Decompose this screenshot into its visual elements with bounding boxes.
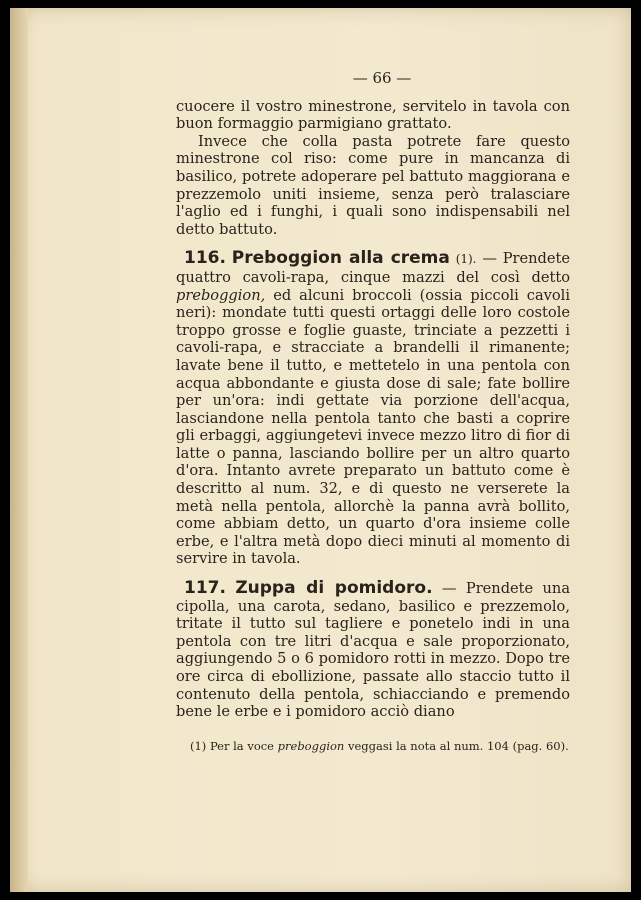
book-page	[10, 8, 631, 892]
footnote-term: preboggion	[277, 738, 345, 753]
recipe-title: Preboggion alla crema	[231, 248, 450, 269]
recipe-text: ed alcuni broccoli (ossia piccoli cavoli neri): mondate tutti questi ortaggi delle loro costole troppo grosse e foglie guaste, trinciate a pezzetti i cavoli-rapa, e stracciate a brandelli il rimanente; lavate bene il tutto, e mettetelo in una pentola con acqua abbondante e giusta dose di sale; fate bollire per un'ora: indi gettate via porzione dell'acqua, lasciandone nella pentola tanto che basti a coprire gli erbaggi, aggiungetevi invece mezzo litro di fior di latte o panna, lasciando bollire per un altro quarto d'ora. Intanto avrete preparato un battuto come è descritto al num. 32, e di questo ne verserete la metà nella pentola, allorchè la panna avrà bollito, come abbiam detto, un quarto d'ora insieme colle erbe, e l'altra metà dopo dieci minuti al momento di servire in tavola.	[176, 286, 571, 568]
footnote	[176, 739, 570, 754]
paragraph: Invece che colla pasta potrete fare questo minestrone col riso: come pure in mancanza di basilico, potrete adoperare pel battuto maggiorana e prezzemolo uniti insieme, senza però tralasciare l'aglio ed i funghi, i quali sono indispensabili nel detto battuto.	[176, 132, 570, 238]
recipe-text: Prendete una cipolla, una carota, sedano, basilico e prezzemolo, tritate il tutto sul tagliere e ponetelo indi in una pentola con tre litri d'acqua e sale proporzionato, aggiungendo 5 o 6 pomidoro rotti in mezzo. Dopo tre ore circa di ebollizione, passate allo staccio tutto il contenuto della pentola, schiacciando e premendo bene le erbe e i pomidoro acciò diano	[176, 580, 571, 721]
recipe-number: 116.	[184, 248, 226, 269]
recipe-title: Zuppa di pomidoro.	[235, 578, 433, 599]
footnote-reference: (1).	[455, 252, 477, 267]
title-dash: —	[482, 250, 497, 268]
footnote-marker: (1)	[190, 738, 207, 753]
recipe-term: preboggion,	[176, 286, 266, 304]
recipe-number: 117.	[184, 578, 226, 599]
title-dash: —	[441, 580, 457, 598]
page-text	[176, 70, 570, 754]
recipe-116	[176, 250, 570, 568]
page-gutter	[10, 8, 28, 892]
paragraph: cuocere il vostro minestrone, servitelo in tavola con buon formaggio parmigiano grattato.	[176, 97, 570, 133]
page-number: — 66 —	[352, 69, 412, 87]
recipe-text: Prendete quattro cavoli-rapa, cinque mazzi del così detto	[176, 250, 571, 286]
footnote-text: veggasi la nota al num. 104 (pag. 60).	[348, 738, 569, 753]
footnote-text: Per la voce	[209, 738, 274, 753]
recipe-117	[176, 580, 570, 721]
